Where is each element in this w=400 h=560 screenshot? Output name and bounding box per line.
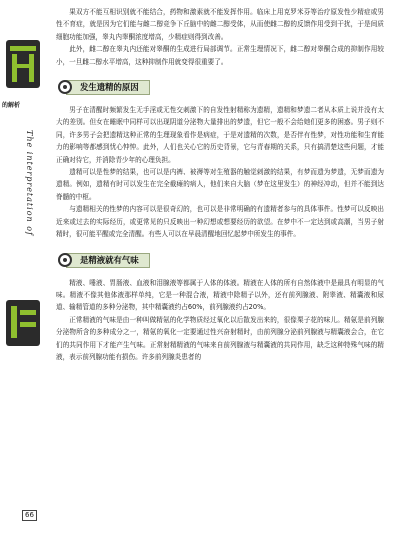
heading-bullet-icon — [58, 80, 72, 94]
paragraph: 男子在清醒时频繁发生无手淫或无性交刺激下的自发性射精称为遗精，遗精和梦遗二者从本质上说并没有太大的差别。但女在睡眠中同样可以出现阴道分泌物大量排出的梦遗，但它一般不会给她们更多的困惑。男子则不同，许多男子会把遗精这种正常的生理现象看作是病症，于是对遗精的次数，是否伴有性梦，对性功能和生育能力的影响等都感到忧心忡忡。此外，人们也关心它的历史背景，它与青春期的关系，只有搞清楚这些问题，才能正确对待它，并消除青少年的心理负担。 — [56, 106, 384, 164]
page-content — [56, 6, 384, 363]
paragraph: 遗精可以是性梦的结果，也可以是内裤、被褥等对生殖器的触觉刺激的结果，有梦而遗为梦遗，无梦而遗为遗精。例如，遗精有时可以发生在完全截瘫的病人，他们来自大脑（梦在这里发生）的神经冲动，但并不能到达脊髓的中枢。 — [56, 168, 384, 201]
sidebar-vertical-text: The interpretation of — [25, 130, 34, 236]
section-title: 是精液就有气味 — [80, 254, 139, 265]
paragraph: 此外，雌二醇在睾丸内还能对睾酮的生成进行局部调节。正常生理情况下，雌二醇对睾酮合成的抑制作用较小，一旦雌二醇水平增高，这种抑制作用就变得很重要了。 — [56, 45, 384, 66]
paragraph: 精液、唾液、胃肠液、血液和泪腺液等都属于人体的体液。精液在人体的所有自然体液中是最具有明显的气味。精液不像其他体液那样单纯，它是一种混合液，精液中除精子以外，还有前列腺液、附睾液、精囊液和尿道、输精管道的多种分泌物，其中精囊液约占60%，前列腺液约占20%。 — [56, 278, 384, 312]
paragraph: 正常精液的气味是由一种叫做精氨的化学物质经过氧化以后散发出来的，很像栗子花的味儿。精氨是前列腺分泌物所含的多种成分之一，精氨的氧化一定要通过性兴奋射精时，由前列腺分泌前列腺液与精囊液会合，在它们的共同作用下才能产生气味。正常射精精液的气味来自前列腺液与精囊液的共同作用，缺乏这种特殊气味的精液，表示前列腺功能有损伤。许多前列腺炎患者的 — [56, 315, 384, 361]
section-heading — [56, 251, 384, 271]
section-logo-icon-2 — [6, 300, 40, 346]
page-number: 66 — [22, 510, 37, 521]
sidebar-label: 的解析 — [2, 102, 21, 109]
section-logo-icon — [6, 40, 40, 88]
section-title: 发生遗精的原因 — [80, 82, 139, 93]
section-heading — [56, 78, 384, 98]
paragraph: 果双方不能互相识别就不能结合，药物和激素就不能发挥作用。临床上用克罗米芬等治疗原发性少精症或男性不育症，就是因为它们能与雌二醇竞争下丘脑中的雌二醇受体，从而使雌二醇的反馈作用受到干扰，于是间质细胞功能加强，睾丸内睾酮浓度增高，少精症则得到改善。 — [56, 8, 384, 41]
sidebar — [0, 0, 50, 560]
heading-bullet-icon — [58, 253, 72, 267]
paragraph: 与遗精相关的性梦的内容可以是很奇幻的，也可以是非常明确的有遗精者参与的具体事件。性梦可以反映出近来或过去的实际经历，或更常见的只反映出一种幻想或想要经历的欲望。在梦中不一定达到或高潮，当男子射精时，很可能平醒或完全清醒。有些人可以在早晨清醒地回忆起梦中所发生的事件。 — [56, 205, 384, 239]
